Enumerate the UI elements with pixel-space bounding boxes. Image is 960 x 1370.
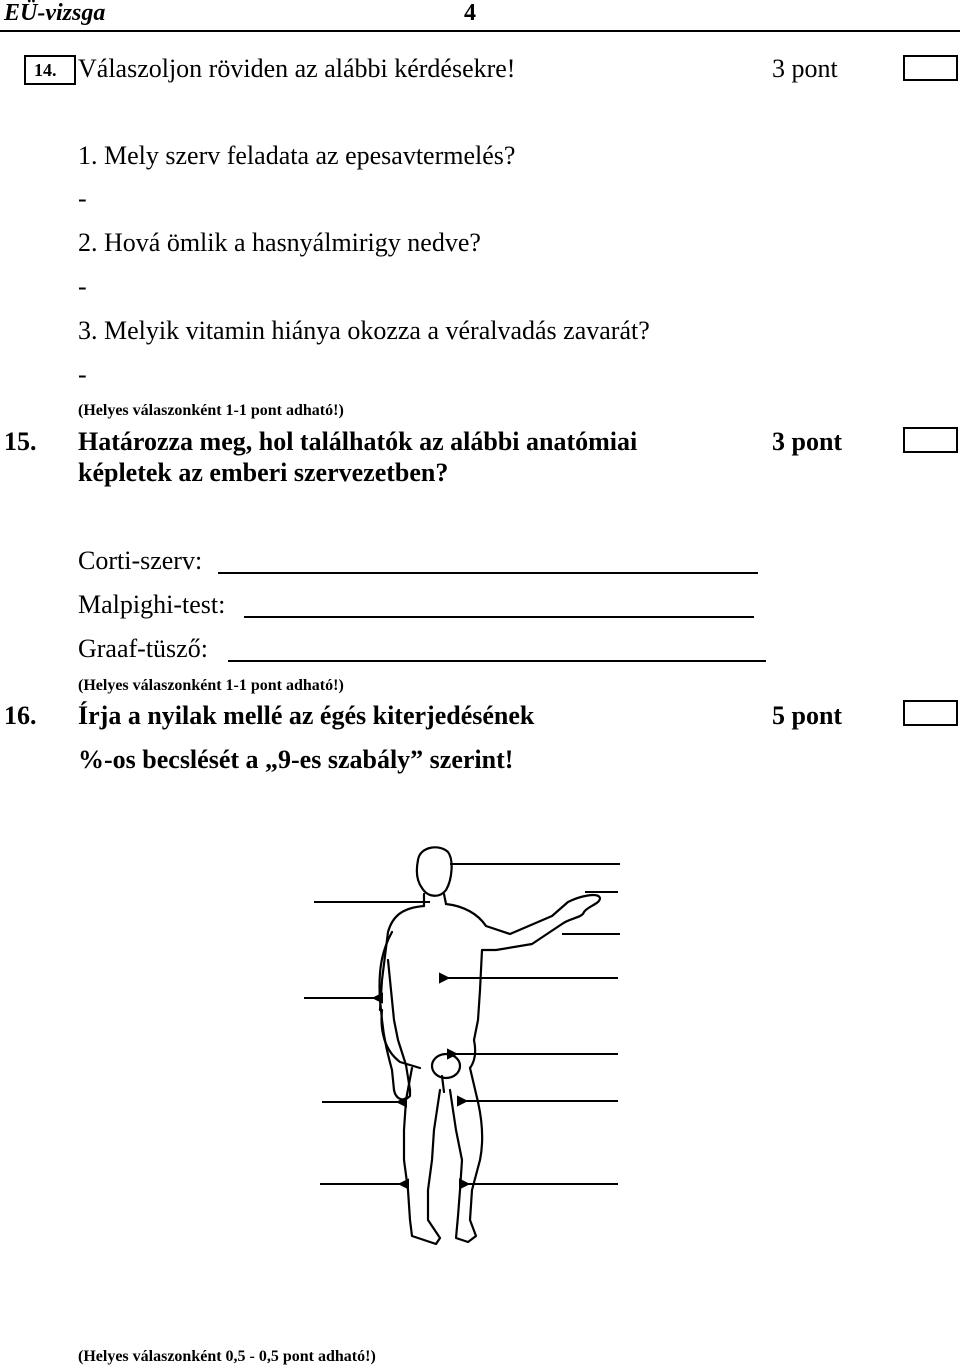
q15-field-line-3[interactable] <box>228 660 766 662</box>
q15-note: (Helyes válaszonként 1-1 pont adható!) <box>78 677 344 694</box>
body-figure <box>300 840 630 1260</box>
q15-line-2: képletek az emberi szervezetben? <box>78 458 449 487</box>
q14-score-box[interactable] <box>903 55 958 81</box>
q15-number: 15. <box>4 427 37 456</box>
right-leg-outline <box>450 1068 482 1242</box>
q16-number: 16. <box>4 701 37 730</box>
q16-line-2: %-os becslését a „9-es szabály” szerint! <box>78 745 514 774</box>
q15-field-label-3: Graaf-tüsző: <box>78 634 208 663</box>
q14-points: 3 pont <box>772 54 838 83</box>
q14-item-2: 2. Hová ömlik a hasnyálmirigy nedve? <box>78 228 481 257</box>
q16-points: 5 pont <box>772 701 843 730</box>
q16-line-1: Írja a nyilak mellé az égés kiterjedésének <box>78 701 535 730</box>
head-outline <box>417 847 452 895</box>
q16-score-box[interactable] <box>903 700 958 726</box>
q15-field-line-1[interactable] <box>218 572 758 574</box>
q15-field-line-2[interactable] <box>244 616 754 618</box>
header-title: EÜ-vizsga <box>4 0 106 26</box>
q14-answer-1[interactable]: - <box>78 184 87 213</box>
q15-field-label-2: Malpighi-test: <box>78 590 226 619</box>
q14-answer-3[interactable]: - <box>78 360 87 389</box>
q14-item-3: 3. Melyik vitamin hiánya okozza a véralvadás zavarát? <box>78 316 650 345</box>
q16-note: (Helyes válaszonként 0,5 - 0,5 pont adható!) <box>78 1348 376 1365</box>
q14-note: (Helyes válaszonként 1-1 pont adható!) <box>78 402 344 419</box>
q16-note-paren <box>78 1338 376 1368</box>
q15-line-1: Határozza meg, hol találhatók az alábbi anatómiai <box>78 427 638 456</box>
q14-number: 14. <box>34 60 57 80</box>
q15-score-box[interactable] <box>903 427 958 453</box>
q14-item-1: 1. Mely szerv feladata az epesavtermelés? <box>78 141 516 170</box>
header-rule <box>0 30 960 32</box>
q14-answer-2[interactable]: - <box>78 272 87 301</box>
torso-outline <box>380 895 600 1040</box>
q14-number-box <box>24 55 76 85</box>
page-number: 4 <box>464 0 476 26</box>
q14-title: Válaszoljon röviden az alábbi kérdésekre! <box>78 54 516 83</box>
q15-field-label-1: Corti-szerv: <box>78 546 203 575</box>
q15-points: 3 pont <box>772 427 843 456</box>
groin-circle <box>432 1054 460 1078</box>
